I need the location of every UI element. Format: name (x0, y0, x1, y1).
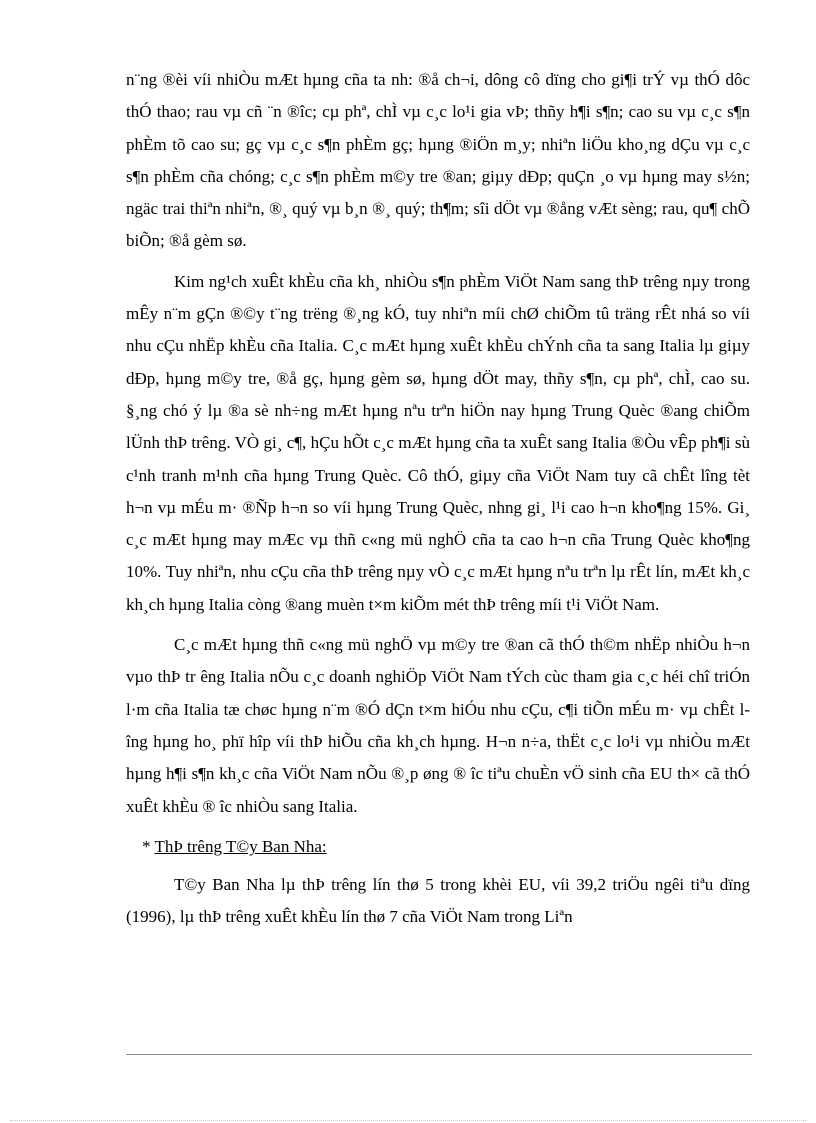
footer-rule (126, 1054, 752, 1055)
paragraph-export-turnover: Kim ng¹ch xuÊt khÈu cña kh¸ nhiÒu s¶n phÈm ViÖt Nam sang thÞ trêng nµy trong mÊy n¨m gÇn ®©y t¨ng trëng ®¸ng kÓ, tuy nhiªn míi chØ chiÕm tû träng rÊt nhá so víi nhu cÇu nhËp khÈu cña Italia. C¸c mÆt hµng xuÊt khÈu chÝnh cña ta sang Italia lµ giµy dÐp, hµng m©y tre, ®å gç, hµng gèm sø, hµng dÖt may, thñy s¶n, cµ phª, chÌ, cao su. §¸ng chó ý lµ ®a sè nh÷ng mÆt hµng nªu trªn hiÖn nay hµng Trung Quèc ®ang chiÕm lÜnh thÞ trêng. VÒ gi¸ c¶, hÇu hÕt c¸c mÆt hµng cña ta xuÊt sang Italia ®Òu vÊp ph¶i sù c¹nh tranh m¹nh cña hµng Trung Quèc. Cô thÓ, giµy cña ViÖt Nam tuy cã chÊt lîng tèt h¬n vµ mÉu m· ®Ñp h¬n so víi hµng Trung Quèc, nhng gi¸ l¹i cao h¬n kho¶ng 15%. Gi¸ c¸c mÆt hµng may mÆc vµ thñ c«ng mü nghÖ cña ta cao h¬n cña Trung Quèc kho¶ng 10%. Tuy nhiªn, nhu cÇu cña thÞ trêng nµy vÒ c¸c mÆt hµng nªu trªn lµ rÊt lín, mÆt kh¸c kh¸ch hµng Italia còng ®ang muèn t×m kiÕm mét thÞ trêng míi t¹i ViÖt Nam. (126, 271, 750, 614)
page-bottom-border (10, 1120, 806, 1121)
paragraph-continued: n¨ng ®èi víi nhiÒu mÆt hµng cña ta nh: ®å ch¬i, dông cô dïng cho gi¶i trÝ vµ thÓ dôc thÓ thao; rau vµ cñ ¨n ®îc; cµ phª, chÌ vµ c¸c lo¹i gia vÞ; thñy h¶i s¶n; cao su vµ c¸c s¶n phÈm tõ cao su; gç vµ c¸c s¶n phÈm gç; hµng ®iÖn m¸y; nhiªn liÖu kho¸ng dÇu vµ c¸c s¶n phÈm cña chóng; c¸c s¶n phÈm m©y tre ®an; giµy dÐp; quÇn ¸o vµ hµng may s½n; ngäc trai thiªn nhiªn, ®¸ quý vµ b¸n ®¸ quý; th¶m; sîi dÖt vµ ®ång vÆt sèng; rau, qu¶ chÕ biÕn; ®å gèm sø. (126, 70, 750, 251)
paragraph-handicrafts: C¸c mÆt hµng thñ c«ng mü nghÖ vµ m©y tre ®an cã thÓ th©m nhËp nhiÒu h¬n vµo thÞ tr êng Italia nÕu c¸c doanh nghiÖp ViÖt Nam tÝch cùc tham gia c¸c héi chî triÓn l·m cña Italia tæ chøc hµng n¨m ®Ó dÇn t×m hiÓu nhu cÇu, c¶i tiÕn mÉu m· vµ chÊt l îng hµng ho¸ phï hîp víi thÞ hiÕu cña kh¸ch hµng. H¬n n÷a, thËt c¸c lo¹i vµ nhiÒu mÆt hµng h¶i s¶n kh¸c cña ViÖt Nam nÕu ®¸p øng ® îc tiªu chuÈn vÖ sinh cña EU th× cã thÓ xuÊt khÈu ® îc nhiÒu sang Italia. (126, 635, 750, 816)
paragraph-spain: T©y Ban Nha lµ thÞ trêng lín thø 5 trong khèi EU, víi 39,2 triÖu ngêi tiªu dïng (1996), lµ thÞ trêng xuÊt khÈu lín thø 7 cña ViÖt Nam trong Liªn (126, 874, 750, 927)
section-heading (126, 831, 750, 863)
heading-bullet: * (142, 836, 155, 856)
heading-text: ThÞ trêng T©y Ban Nha: (154, 836, 327, 856)
body-text (126, 64, 750, 941)
